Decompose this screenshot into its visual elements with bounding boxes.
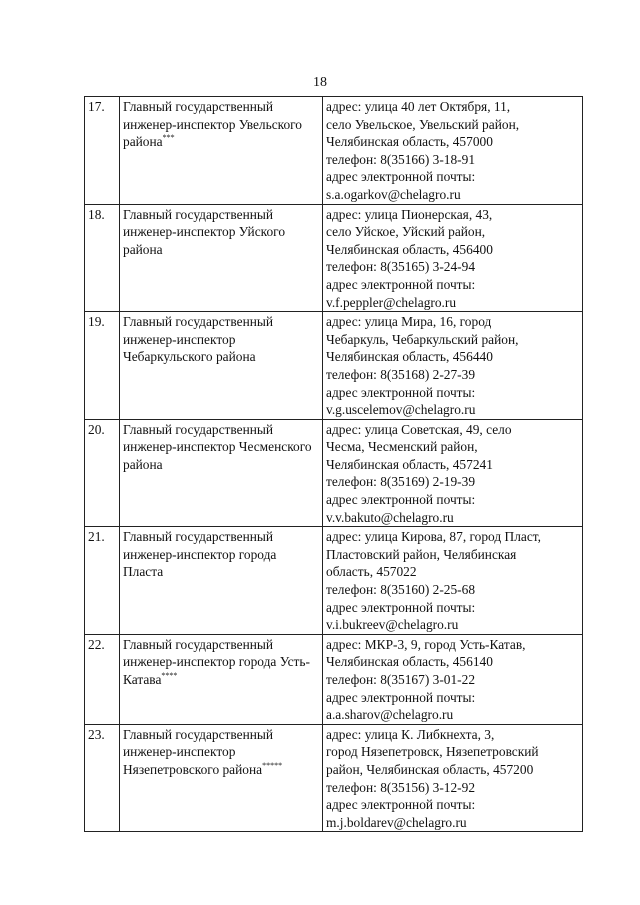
table-row	[85, 312, 583, 420]
footnote-mark: ***	[162, 133, 175, 143]
contact-cell	[323, 527, 583, 635]
email-address[interactable]: m.j.boldarev@chelagro.ru	[326, 814, 467, 830]
email-address[interactable]: v.g.uscelemov@chelagro.ru	[326, 402, 476, 418]
position-cell	[120, 634, 323, 724]
table-row	[85, 204, 583, 312]
contact-line: Челябинская область, 456400	[326, 241, 493, 257]
position-title	[123, 313, 319, 366]
contact-line: Чесма, Чесменский район,	[326, 439, 478, 455]
contact-line: телефон: 8(35168) 2-27-39	[326, 366, 476, 382]
contact-cell	[323, 634, 583, 724]
contact-line: адрес: МКР-3, 9, город Усть-Катав,	[326, 636, 526, 652]
contact-line: область, 457022	[326, 564, 417, 580]
contact-line: адрес: улица Советская, 49, село	[326, 421, 512, 437]
table-row	[85, 724, 583, 832]
position-text: Главный государственный инженер-инспектор Чебаркульского района	[123, 314, 274, 365]
contact-line: город Нязепетровск, Нязепетровский	[326, 744, 539, 760]
contact-line: адрес электронной почты:	[326, 797, 476, 813]
contact-line: Челябинская область, 456440	[326, 349, 493, 365]
contact-line: Челябинская область, 457241	[326, 456, 493, 472]
position-title	[123, 206, 319, 259]
email-address[interactable]: s.a.ogarkov@chelagro.ru	[326, 186, 461, 202]
row-number: 23.	[85, 724, 120, 832]
contact-line: Челябинская область, 457000	[326, 134, 493, 150]
position-cell	[120, 419, 323, 527]
contact-cell	[323, 419, 583, 527]
inspectors-table	[84, 96, 583, 832]
contact-line: телефон: 8(35160) 2-25-68	[326, 582, 476, 598]
table-row	[85, 634, 583, 724]
position-title	[123, 421, 319, 474]
contact-line: телефон: 8(35169) 2-19-39	[326, 474, 476, 490]
contact-line: адрес электронной почты:	[326, 384, 476, 400]
position-title	[123, 98, 319, 151]
position-cell	[120, 724, 323, 832]
position-cell	[120, 527, 323, 635]
position-title	[123, 528, 319, 581]
contact-line: адрес: улица Кирова, 87, город Пласт,	[326, 529, 541, 545]
position-text: Главный государственный инженер-инспектор города Усть-Катава	[123, 636, 310, 687]
position-cell	[120, 204, 323, 312]
contact-line: район, Челябинская область, 457200	[326, 761, 534, 777]
table-row	[85, 97, 583, 205]
contact-line: телефон: 8(35156) 3-12-92	[326, 779, 476, 795]
footnote-mark: ****	[161, 671, 178, 680]
page-number: 18	[313, 75, 327, 90]
contact-line: село Уйское, Уйский район,	[326, 224, 486, 240]
contact-line: Пластовский район, Челябинская	[326, 546, 517, 562]
contact-cell	[323, 312, 583, 420]
position-text: Главный государственный инженер-инспектор Чесменского района	[123, 421, 312, 472]
contact-line: телефон: 8(35165) 3-24-94	[326, 259, 476, 275]
position-title	[123, 636, 319, 689]
position-text: Главный государственный инженер-инспектор Уйского района	[123, 206, 286, 257]
contact-line: адрес электронной почты:	[326, 169, 476, 185]
email-address[interactable]: a.a.sharov@chelagro.ru	[326, 707, 454, 723]
row-number: 19.	[85, 312, 120, 420]
contact-line: адрес: улица 40 лет Октября, 11,	[326, 99, 511, 114]
position-title	[123, 726, 319, 779]
contact-line: Челябинская область, 456140	[326, 654, 493, 670]
email-address[interactable]: v.v.bakuto@chelagro.ru	[326, 509, 454, 525]
contact-line: телефон: 8(35167) 3-01-22	[326, 672, 476, 687]
contact-cell	[323, 724, 583, 832]
footnote-mark: *****	[262, 760, 283, 770]
contact-line: телефон: 8(35166) 3-18-91	[326, 151, 476, 167]
contact-line: адрес: улица К. Либкнехта, 3,	[326, 726, 495, 742]
row-number: 21.	[85, 527, 120, 635]
contact-line: адрес электронной почты:	[326, 276, 476, 292]
position-text: Главный государственный инженер-инспектор города Пласта	[123, 529, 277, 580]
contact-line: адрес: улица Мира, 16, город	[326, 314, 492, 330]
email-address[interactable]: v.i.bukreev@chelagro.ru	[326, 617, 459, 633]
contact-line: адрес электронной почты:	[326, 599, 476, 615]
contact-cell	[323, 204, 583, 312]
position-cell	[120, 312, 323, 420]
contact-line: Чебаркуль, Чебаркульский район,	[326, 331, 519, 347]
row-number: 22.	[85, 634, 120, 724]
table-row	[85, 527, 583, 635]
contact-line: адрес электронной почты:	[326, 492, 476, 508]
email-address[interactable]: v.f.peppler@chelagro.ru	[326, 294, 457, 310]
table-row	[85, 419, 583, 527]
contact-line: адрес электронной почты:	[326, 689, 476, 705]
contact-line: село Увельское, Увельский район,	[326, 116, 520, 132]
contact-line: адрес: улица Пионерская, 43,	[326, 206, 493, 222]
position-text: Главный государственный инженер-инспектор Увельского района	[123, 99, 303, 150]
position-cell	[120, 97, 323, 205]
contact-cell	[323, 97, 583, 205]
position-text: Главный государственный инженер-инспектор Нязепетровского района	[123, 726, 274, 777]
row-number: 17.	[85, 97, 120, 205]
row-number: 18.	[85, 204, 120, 312]
row-number: 20.	[85, 419, 120, 527]
table-body	[85, 97, 583, 832]
